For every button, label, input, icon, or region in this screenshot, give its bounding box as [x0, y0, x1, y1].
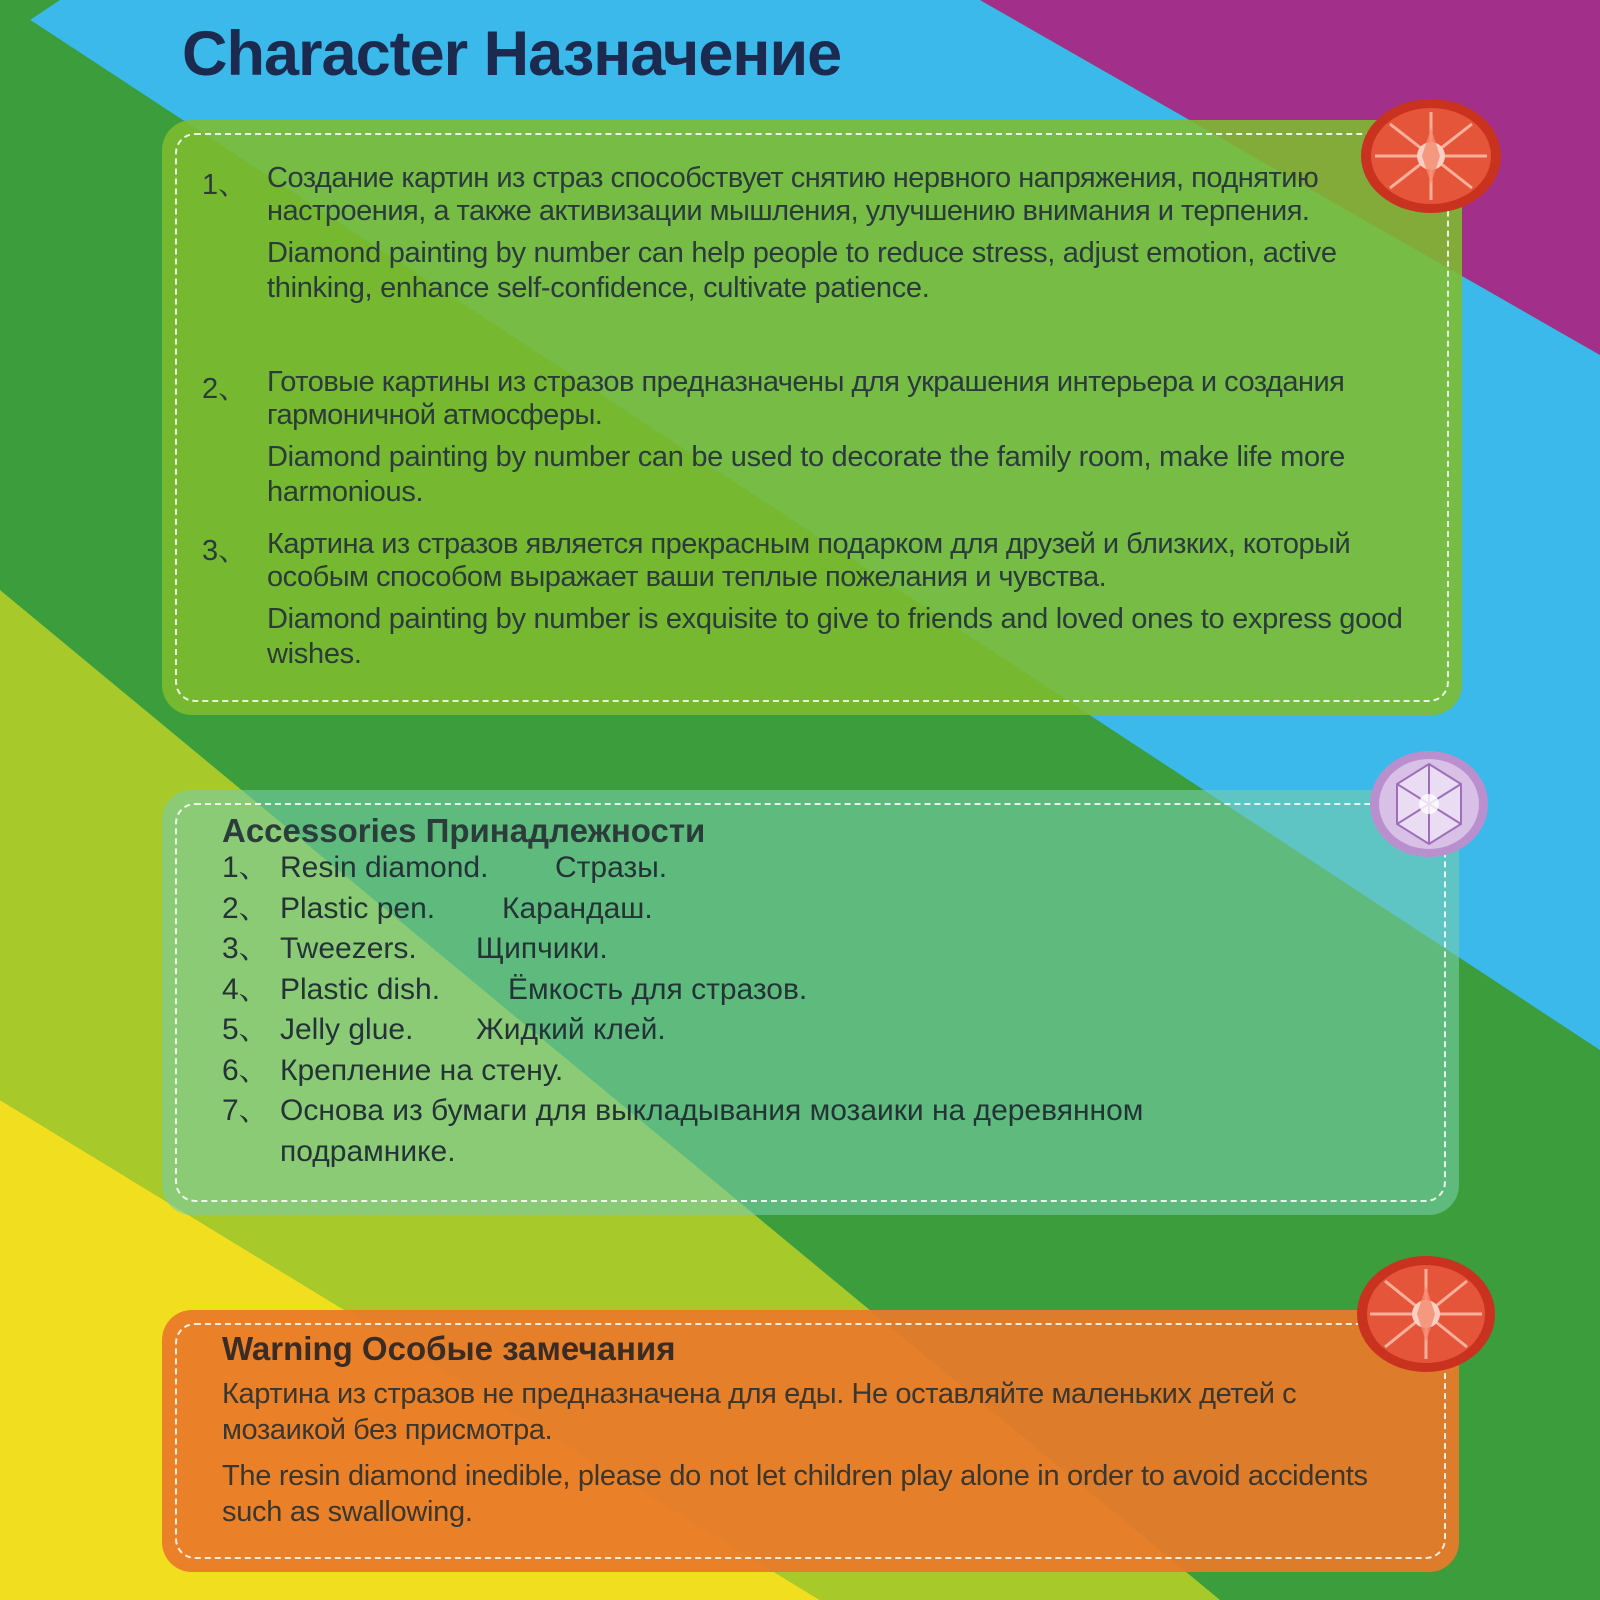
item-text-ru: Щипчики.: [476, 932, 608, 965]
list-item: [222, 1010, 1429, 1051]
list-item: [222, 970, 1429, 1011]
warning-text-ru: Картина из стразов не предназначена для еды. Не оставляйте маленьких детей с мозаикой без присмотра.: [222, 1378, 1297, 1446]
item-text-ru: Стразы.: [555, 851, 668, 884]
accessories-list: [222, 848, 1429, 1172]
character-item-3: [202, 528, 1442, 672]
item-text-ru: Создание картин из страз способствует снятию нервного напряжения, поднятию настроения, а также активизации мышления, улучшению внимания и терпения.: [267, 162, 1319, 227]
red-gem-icon: [1356, 1255, 1496, 1373]
list-item: [222, 1051, 1429, 1092]
item-number: 1、: [202, 169, 248, 201]
item-text-en: Resin diamond.: [280, 851, 489, 884]
item-number: 2、: [202, 373, 248, 405]
item-number: 4、: [222, 972, 269, 1006]
item-text-ru: Карандаш.: [502, 891, 653, 925]
item-text-en: Diamond painting by number can help people to reduce stress, adjust emotion, active thinking, enhance self-confidence, cultivate patience.: [267, 237, 1337, 304]
lilac-gem-icon: [1369, 750, 1489, 858]
item-text-en: Jelly glue.: [280, 1013, 414, 1046]
item-text-ru: Ёмкость для стразов.: [508, 972, 808, 1006]
item-number: 6、: [222, 1053, 269, 1087]
list-item: [222, 929, 1429, 970]
list-item: [222, 889, 1429, 930]
character-item-1: [202, 162, 1442, 306]
item-number: 3、: [222, 932, 269, 965]
item-number: 7、: [222, 1094, 269, 1127]
item-text-en: Tweezers.: [280, 932, 417, 965]
red-gem-icon: [1360, 98, 1502, 214]
item-text-ru: Готовые картины из стразов предназначены для украшения интерьера и создания гармоничной атмосферы.: [267, 366, 1345, 431]
warning-panel: [162, 1310, 1459, 1572]
item-text-en: Plastic pen.: [280, 891, 436, 925]
item-text-ru: Жидкий клей.: [476, 1013, 666, 1046]
accessories-panel: [162, 790, 1459, 1215]
item-text-en: Diamond painting by number can be used to decorate the family room, make life more harmonious.: [267, 441, 1345, 508]
item-text-ru: Картина из стразов является прекрасным подарком для друзей и близких, который особым способом выражает ваши теплые пожелания и чувства.: [267, 528, 1351, 593]
list-item: [222, 848, 1429, 889]
item-text-en: Plastic dish.: [280, 972, 441, 1006]
item-text-ru: Крепление на стену.: [280, 1053, 564, 1087]
list-item: [222, 1091, 1270, 1172]
item-number: 5、: [222, 1013, 269, 1046]
item-number: 2、: [222, 891, 269, 925]
item-text-en: Diamond painting by number is exquisite to give to friends and loved ones to express good wishes.: [267, 603, 1403, 670]
warning-title: Warning Особые замечания: [222, 1330, 676, 1367]
accessories-title: Accessories Принадлежности: [222, 812, 706, 849]
page-title: Character Назначение: [182, 19, 842, 89]
item-number: 1、: [222, 851, 269, 884]
item-text-ru: Основа из бумаги для выкладывания мозаики на деревянном подрамнике.: [280, 1094, 1144, 1168]
warning-text-en: The resin diamond inedible, please do not let children play alone in order to avoid accidents such as swallowing.: [222, 1460, 1368, 1528]
character-panel: [162, 120, 1462, 715]
item-number: 3、: [202, 535, 248, 567]
character-item-2: [202, 366, 1442, 510]
